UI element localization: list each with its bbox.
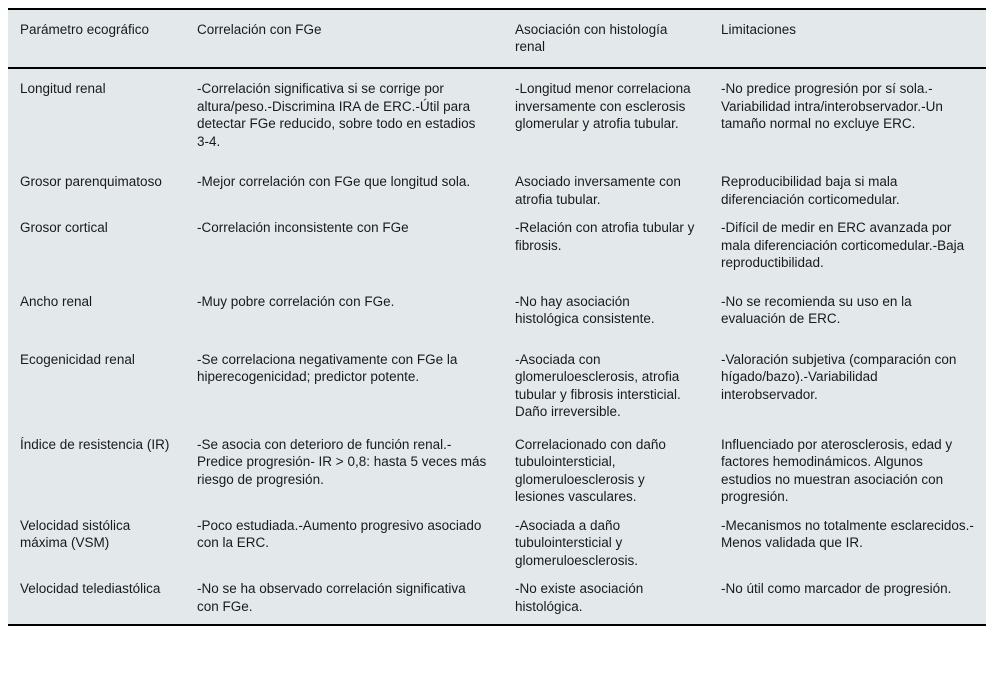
table-row xyxy=(8,282,986,328)
cell-asociacion: Correlacionado con daño tubulointersticial, glomeruloesclerosis y lesiones vasculares. xyxy=(515,436,666,504)
cell-parametro: Longitud renal xyxy=(20,81,106,96)
cell-correlacion: -No se ha observado correlación significativa con FGe. xyxy=(197,581,466,614)
spacer-cell xyxy=(8,615,986,625)
row-spacer xyxy=(8,150,986,162)
cell-limitaciones: -No útil como marcador de progresión. xyxy=(721,581,952,596)
table-body xyxy=(8,68,986,626)
table-row xyxy=(8,506,986,570)
cell-asociacion: -Longitud menor correlaciona inversamente con esclerosis glomerular y atrofia tubular. xyxy=(515,81,691,131)
column-header-asociacion-histologia: Asociación con histología renal xyxy=(503,9,709,68)
column-header-parametro-ecografico: Parámetro ecográfico xyxy=(8,9,185,68)
ultrasound-parameters-table-container xyxy=(8,8,986,626)
cell-parametro: Velocidad sistólica máxima (VSM) xyxy=(20,517,131,550)
cell-asociacion: -No existe asociación histológica. xyxy=(515,581,644,614)
row-spacer xyxy=(8,615,986,625)
table-header xyxy=(8,9,986,68)
spacer-cell xyxy=(8,272,986,282)
cell-limitaciones: -Valoración subjetiva (comparación con hígado/bazo).-Variabilidad interobservador. xyxy=(721,351,957,402)
cell-parametro: Grosor cortical xyxy=(20,220,108,235)
table-bottom-rule xyxy=(8,625,986,626)
cell-parametro: Velocidad telediastólica xyxy=(20,581,161,596)
cell-limitaciones: -No se recomienda su uso en la evaluación de ERC. xyxy=(721,293,912,326)
cell-limitaciones: Influenciado por aterosclerosis, edad y factores hemodinámicos. Algunos estudios no muestran asociación con progresión. xyxy=(721,436,953,504)
cell-parametro: Grosor parenquimatoso xyxy=(20,174,162,189)
table-row xyxy=(8,208,986,272)
table-row xyxy=(8,340,986,421)
cell-parametro: Ecogenicidad renal xyxy=(20,351,135,367)
cell-asociacion: -No hay asociación histológica consistente. xyxy=(515,293,655,326)
cell-asociacion: -Asociada con glomeruloesclerosis, atrofia tubular y fibrosis intersticial. Daño irreversible. xyxy=(515,351,681,419)
row-spacer xyxy=(8,272,986,282)
ultrasound-parameters-table xyxy=(8,8,986,626)
column-header-limitaciones: Limitaciones xyxy=(709,9,986,68)
table-row xyxy=(8,162,986,208)
cell-limitaciones: -Difícil de medir en ERC avanzada por mala diferenciación corticomedular.-Baja reproductibilidad. xyxy=(721,220,965,270)
cell-correlacion: -Se asocia con deterioro de función renal.- Predice progresión- IR > 0,8: hasta 5 veces más riesgo de progresión. xyxy=(197,436,487,487)
row-spacer xyxy=(8,328,986,340)
cell-correlacion: -Correlación inconsistente con FGe xyxy=(197,220,409,235)
cell-asociacion: Asociado inversamente con atrofia tubular. xyxy=(515,174,681,207)
cell-correlacion: -Muy pobre correlación con FGe. xyxy=(197,293,395,309)
cell-limitaciones: -No predice progresión por sí sola.-Variabilidad intra/interobservador.-Un tamaño normal no excluye ERC. xyxy=(721,81,943,131)
spacer-cell xyxy=(8,328,986,340)
table-row xyxy=(8,68,986,150)
bottom-rule-cell xyxy=(8,625,986,626)
cell-correlacion: -Poco estudiada.-Aumento progresivo asociado con la ERC. xyxy=(197,517,482,550)
table-header-row xyxy=(8,9,986,68)
cell-asociacion: -Relación con atrofia tubular y fibrosis. xyxy=(515,220,695,253)
cell-correlacion: -Se correlaciona negativamente con FGe la hiperecogenicidad; predictor potente. xyxy=(197,351,458,384)
cell-limitaciones: -Mecanismos no totalmente esclarecidos.-Menos validada que IR. xyxy=(721,517,974,550)
spacer-cell xyxy=(8,150,986,162)
cell-parametro: Índice de resistencia (IR) xyxy=(20,436,170,452)
table-row xyxy=(8,425,986,506)
cell-correlacion: -Correlación significativa si se corrige por altura/peso.-Discrimina IRA de ERC.-Útil para detectar FGe reducido, sobre todo en estadios 3-4. xyxy=(197,81,476,149)
cell-correlacion: -Mejor correlación con FGe que longitud sola. xyxy=(197,174,471,189)
cell-parametro: Ancho renal xyxy=(20,293,93,309)
cell-limitaciones: Reproducibilidad baja si mala diferenciación corticomedular. xyxy=(721,174,900,207)
cell-asociacion: -Asociada a daño tubulointersticial y glomeruloesclerosis. xyxy=(515,517,639,568)
column-header-correlacion-fge: Correlación con FGe xyxy=(185,9,503,68)
table-row xyxy=(8,569,986,615)
